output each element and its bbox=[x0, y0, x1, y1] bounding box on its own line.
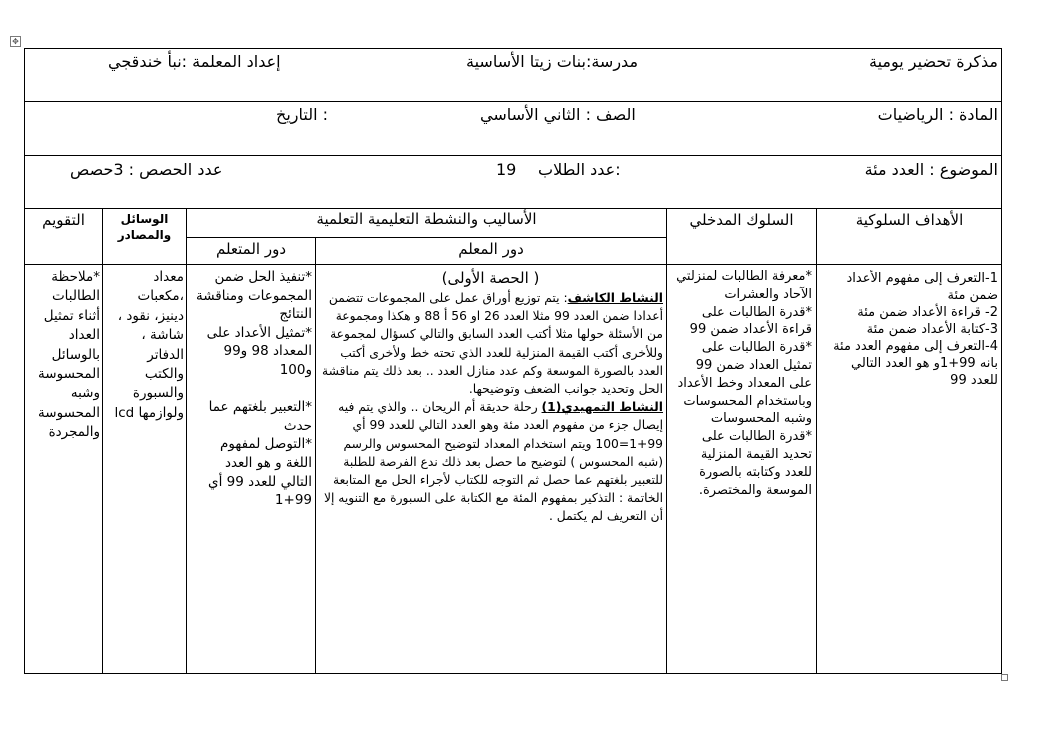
entry-behavior-cell: *معرفة الطالبات لمنزلتي الآحاد والعشرات *قدرة الطالبات على قراءة الأعداد ضمن 99 *قدرة الطالبات على تمثيل العداد ضمن 99 على المعداد وخط الأعداد وباستخدام المحسوسات وشبه المحسوسات *قدرة الطالبات على تحديد القيمة المنزلية للعدد وكتابته بالصورة الموسعة والمختصرة. bbox=[676, 269, 812, 498]
objectives-cell: 1-التعرف إلى مفهوم الأعداد ضمن مئة 2- قراءة الأعداد ضمن مئة 3-كتابة الأعداد ضمن مئة 4-التعرف إلى مفهوم العدد مئة بانه 99+1و هو العدد التالي للعدد 99 bbox=[833, 271, 998, 388]
teacher-role-cell bbox=[318, 267, 663, 526]
teacher-name: إعداد المعلمة :نبأ خندقجي bbox=[108, 52, 281, 71]
activity-discovery bbox=[318, 289, 663, 398]
activity-discovery-label: النشاط الكاشف bbox=[567, 291, 663, 305]
column-divider bbox=[102, 208, 103, 674]
school-name: مدرسة:بنات زيتا الأساسية bbox=[466, 52, 639, 71]
activity-discovery-text: : يتم توزيع أوراق عمل على المجموعات تتضمن أعدادا ضمن العدد 99 مثلا العدد 26 او 56 أ 88 و هكذا ومجموعة من الأسئلة حولها مثلا أكتب العدد السابق والتالي كسؤال لمجموعة وللأخرى أكتب القيمة المنزلية للعدد الذي تحته خط ولأخرى أكتب العدد بالصورة الموسعة وكم عدد منازل العدد .. بعد ذلك يتم مناقشة الحل وتحديد جوانب الضعف وتوضيحها. bbox=[322, 291, 663, 397]
periods-field: عدد الحصص : 3حصص bbox=[70, 160, 223, 179]
evaluation-cell: *ملاحظة الطالبات أثناء تمثيل العداد بالوسائل المحسوسة وشبه المحسوسة والمجردة bbox=[38, 269, 100, 441]
column-divider bbox=[816, 208, 817, 674]
row-divider bbox=[24, 155, 1002, 156]
column-divider bbox=[315, 237, 316, 674]
subheader-divider bbox=[186, 237, 666, 238]
table-anchor-icon[interactable]: ✥ bbox=[10, 36, 21, 47]
column-header-learner-role: دور المتعلم bbox=[215, 240, 287, 258]
subject-field: المادة : الرياضيات bbox=[877, 105, 998, 124]
learner-role-cell: *تنفيذ الحل ضمن المجموعات ومناقشة النتائج *تمثيل الأعداد على المعداد 98 و99 و100 *التعبير بلغتهم عما حدث *التوصل لمفهوم اللغة و هو العدد التالي للعدد 99 أي 99+1 bbox=[195, 269, 312, 509]
column-header-teacher-role: دور المعلم bbox=[458, 240, 524, 258]
row-divider bbox=[24, 208, 1002, 209]
column-header-entry: السلوك المدخلي bbox=[689, 211, 794, 229]
document-title: مذكرة تحضير يومية bbox=[869, 52, 998, 71]
table-resize-handle[interactable] bbox=[1001, 674, 1008, 681]
date-field: التاريخ : bbox=[276, 105, 329, 124]
column-header-methods: الأساليب والنشطة التعليمية التعلمية bbox=[316, 210, 537, 228]
topic-field: الموضوع : العدد مئة bbox=[864, 160, 998, 179]
column-divider bbox=[666, 208, 667, 674]
column-header-objectives: الأهداف السلوكية bbox=[855, 211, 964, 229]
activity-intro-text: رحلة حديقة أم الريحان .. والذي يتم فيه إيصال جزء من مفهوم العدد مئة وهو العدد التالي للعدد 99 أي 99+1=100 ويتم استخدام المعداد لتوضيح المحسوس والرسم (شبه المحسوس ) لتوضيح ما حصل بعد ذلك ندع الفرصة للطلبة للتعبير بلغتهم عما حصل ثم التوجه للكتاب لأجراء الحل مع المتابعة bbox=[332, 400, 663, 488]
students-label: عدد الطلاب: bbox=[538, 160, 621, 179]
session-title: ( الحصة الأولى) bbox=[441, 269, 540, 287]
column-header-resources: الوسائل والمصادر bbox=[117, 212, 172, 242]
row-divider bbox=[24, 101, 1002, 102]
row-divider bbox=[24, 264, 1002, 265]
activity-intro bbox=[318, 398, 663, 489]
students-count: 19 bbox=[496, 160, 517, 179]
column-header-evaluation: التقويم bbox=[42, 211, 85, 229]
column-divider bbox=[186, 208, 187, 674]
conclusion-text: الخاتمة : التذكير بمفهوم المئة مع الكتابة على السبورة مع التنويه إلا أن التعريف لم يكتمل . bbox=[323, 491, 663, 524]
resources-cell: معداد ،مكعبات دينيز، نقود ، شاشة ، الدفاتر والكتب والسبورة ولوازمها lcd bbox=[114, 269, 184, 421]
grade-field: الصف : الثاني الأساسي bbox=[480, 105, 636, 124]
activity-intro-label: النشاط التمهيدي(1) bbox=[541, 400, 663, 415]
